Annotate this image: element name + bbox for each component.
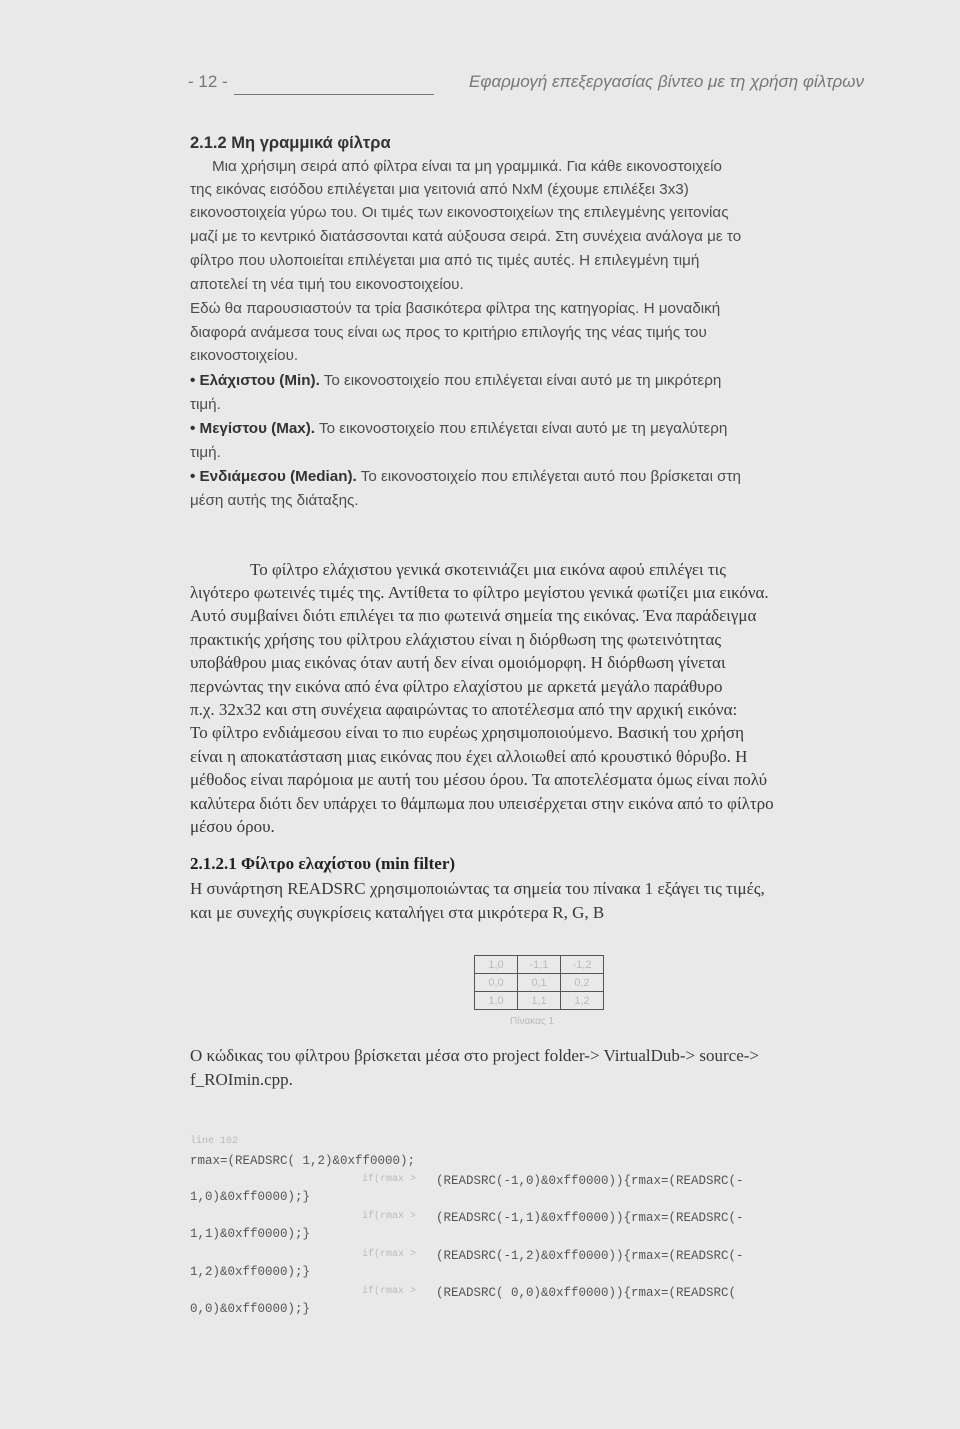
paragraph-line: Αυτό συμβαίνει διότι επιλέγει τα πιο φωτεινά σημεία της εικόνας. Ένα παράδειγμα <box>190 606 757 625</box>
paragraph-line: περνώντας την εικόνα από ένα φίλτρο ελαχίστου με αρκετά μεγάλο παράθυρο <box>190 677 723 696</box>
paragraph-line: π.χ. 32x32 και στη συνέχεια αφαιρώντας το αποτέλεσμα από την αρχική εικόνα: <box>190 700 738 719</box>
code-line-label: line 102 <box>190 1136 239 1147</box>
code-line: 1,2)&0xff0000);} <box>190 1265 311 1279</box>
matrix-cell: 1,2 <box>561 992 604 1010</box>
matrix-cell: 1,0 <box>475 992 518 1010</box>
code-line: rmax=(READSRC( 1,2)&0xff0000); <box>190 1154 416 1168</box>
paragraph-line: μέθοδος είναι παρόμοια με αυτή του μέσου όρου. Τα αποτελέσματα όμως είναι πολύ <box>190 770 768 789</box>
paragraph-line: καλύτερα διότι δεν υπάρχει το θάμπωμα που υπεισέρχεται στην εικόνα από το φίλτρο <box>190 794 774 813</box>
matrix-row <box>475 956 604 974</box>
matrix-cell: -1,1 <box>518 956 561 974</box>
matrix-caption: Πίνακας 1 <box>510 1016 555 1027</box>
paragraph-line: Το φίλτρο ελάχιστου γενικά σκοτεινιάζει μια εικόνα αφού επιλέγει τις <box>250 560 726 579</box>
bullet-min: • Ελάχιστου (Min). Το εικονοστοιχείο που επιλέγεται είναι αυτό με τη μικρότερη <box>190 372 722 389</box>
bullet-median-cont: μέση αυτής της διάταξης. <box>190 492 359 509</box>
section-heading-2-1-2: 2.1.2 Μη γραμμικά φίλτρα <box>190 134 391 152</box>
paragraph-line: πρακτικής χρήσης του φίλτρου ελάχιστου είναι η διόρθωση της φωτεινότητας <box>190 630 722 649</box>
matrix-cell: 0,0 <box>475 974 518 992</box>
paragraph-line: Μια χρήσιμη σειρά από φίλτρα είναι τα μη γραμμικά. Για κάθε εικονοστοιχείο <box>212 158 722 175</box>
paragraph-line: f_ROImin.cpp. <box>190 1070 293 1089</box>
matrix-row <box>475 992 604 1010</box>
paragraph-line: είναι η αποκατάσταση μιας εικόνας που έχει αλλοιωθεί από κρουστικό θόρυβο. Η <box>190 747 748 766</box>
paragraph-line: μέσου όρου. <box>190 817 275 836</box>
matrix-cell: 0,2 <box>561 974 604 992</box>
code-line: 1,0)&0xff0000);} <box>190 1190 311 1204</box>
bullet-max: • Μεγίστου (Max). Το εικονοστοιχείο που επιλέγεται είναι αυτό με τη μεγαλύτερη <box>190 420 728 437</box>
paragraph-line: της εικόνας εισόδου επιλέγεται μια γειτονιά από NxM (έχουμε επιλέξει 3x3) <box>190 181 689 198</box>
paragraph-line: υποβάθρου μιας εικόνας όταν αυτή δεν είναι ομοιόμορφη. Η διόρθωση γίνεται <box>190 653 726 672</box>
paragraph-line: και με συνεχής συγκρίσεις καταλήγει στα μικρότερα R, G, B <box>190 903 605 922</box>
matrix-row <box>475 974 604 992</box>
section-heading-2-1-2-1: 2.1.2.1 Φίλτρο ελαχίστου (min filter) <box>190 854 456 873</box>
header-rule <box>234 94 434 95</box>
code-line: (READSRC( 0,0)&0xff0000)){rmax=(READSRC( <box>436 1286 737 1300</box>
paragraph-line: Ο κώδικας του φίλτρου βρίσκεται μέσα στο project folder-> VirtualDub-> source-> <box>190 1046 760 1065</box>
code-line: 1,1)&0xff0000);} <box>190 1227 311 1241</box>
paragraph-line: λιγότερο φωτεινές τιμές της. Αντίθετα το φίλτρο μεγίστου γενικά φωτίζει μια εικόνα. <box>190 583 769 602</box>
paragraph-line: Εδώ θα παρουσιαστούν τα τρία βασικότερα φίλτρα της κατηγορίας. Η μοναδική <box>190 300 721 317</box>
paragraph-line: αποτελεί τη νέα τιμή του εικονοστοιχείου. <box>190 276 464 293</box>
paragraph-line: εικονοστοιχεία γύρω του. Οι τιμές των εικονοστοιχείων της επιλεγμένης γειτονίας <box>190 204 729 221</box>
code-faint-fragment: if(rmax > <box>362 1249 417 1260</box>
paragraph-line: διαφορά ανάμεσα τους είναι ως προς το κριτήριο επιλογής της νέας τιμής του <box>190 324 707 341</box>
matrix-cell: 1,0 <box>475 956 518 974</box>
matrix-cell: -1,2 <box>561 956 604 974</box>
paragraph-line: φίλτρο που υλοποιείται επιλέγεται μια από τις τιμές αυτές. Η επιλεγμένη τιμή <box>190 252 700 269</box>
matrix-cell: 0,1 <box>518 974 561 992</box>
code-line: (READSRC(-1,2)&0xff0000)){rmax=(READSRC(- <box>436 1249 744 1263</box>
code-line: (READSRC(-1,0)&0xff0000)){rmax=(READSRC(- <box>436 1174 744 1188</box>
bullet-max-cont: τιμή. <box>190 444 221 461</box>
bullet-min-cont: τιμή. <box>190 396 221 413</box>
bullet-median: • Ενδιάμεσου (Median). Το εικονοστοιχείο που επιλέγεται αυτό που βρίσκεται στη <box>190 468 741 485</box>
code-faint-fragment: if(rmax > <box>362 1211 417 1222</box>
page-number: - 12 - <box>188 72 228 91</box>
paragraph-line: μαζί με το κεντρικό διατάσσονται κατά αύξουσα σειρά. Στη συνέχεια ανάλογα με το <box>190 228 742 245</box>
matrix-cell: 1,1 <box>518 992 561 1010</box>
neighbourhood-matrix <box>474 955 604 1010</box>
running-title: Εφαρμογή επεξεργασίας βίντεο με τη χρήση φίλτρων <box>469 72 864 91</box>
paragraph-line: Το φίλτρο ενδιάμεσου είναι το πιο ευρέως χρησιμοποιούμενο. Βασική του χρήση <box>190 723 744 742</box>
paragraph-line: εικονοστοιχείου. <box>190 347 299 364</box>
code-faint-fragment: if(rmax > <box>362 1286 417 1297</box>
code-line: 0,0)&0xff0000);} <box>190 1302 311 1316</box>
code-faint-fragment: if(rmax > <box>362 1174 417 1185</box>
paragraph-line: Η συνάρτηση READSRC χρησιμοποιώντας τα σημεία του πίνακα 1 εξάγει τις τιμές, <box>190 879 765 898</box>
code-line: (READSRC(-1,1)&0xff0000)){rmax=(READSRC(- <box>436 1211 744 1225</box>
